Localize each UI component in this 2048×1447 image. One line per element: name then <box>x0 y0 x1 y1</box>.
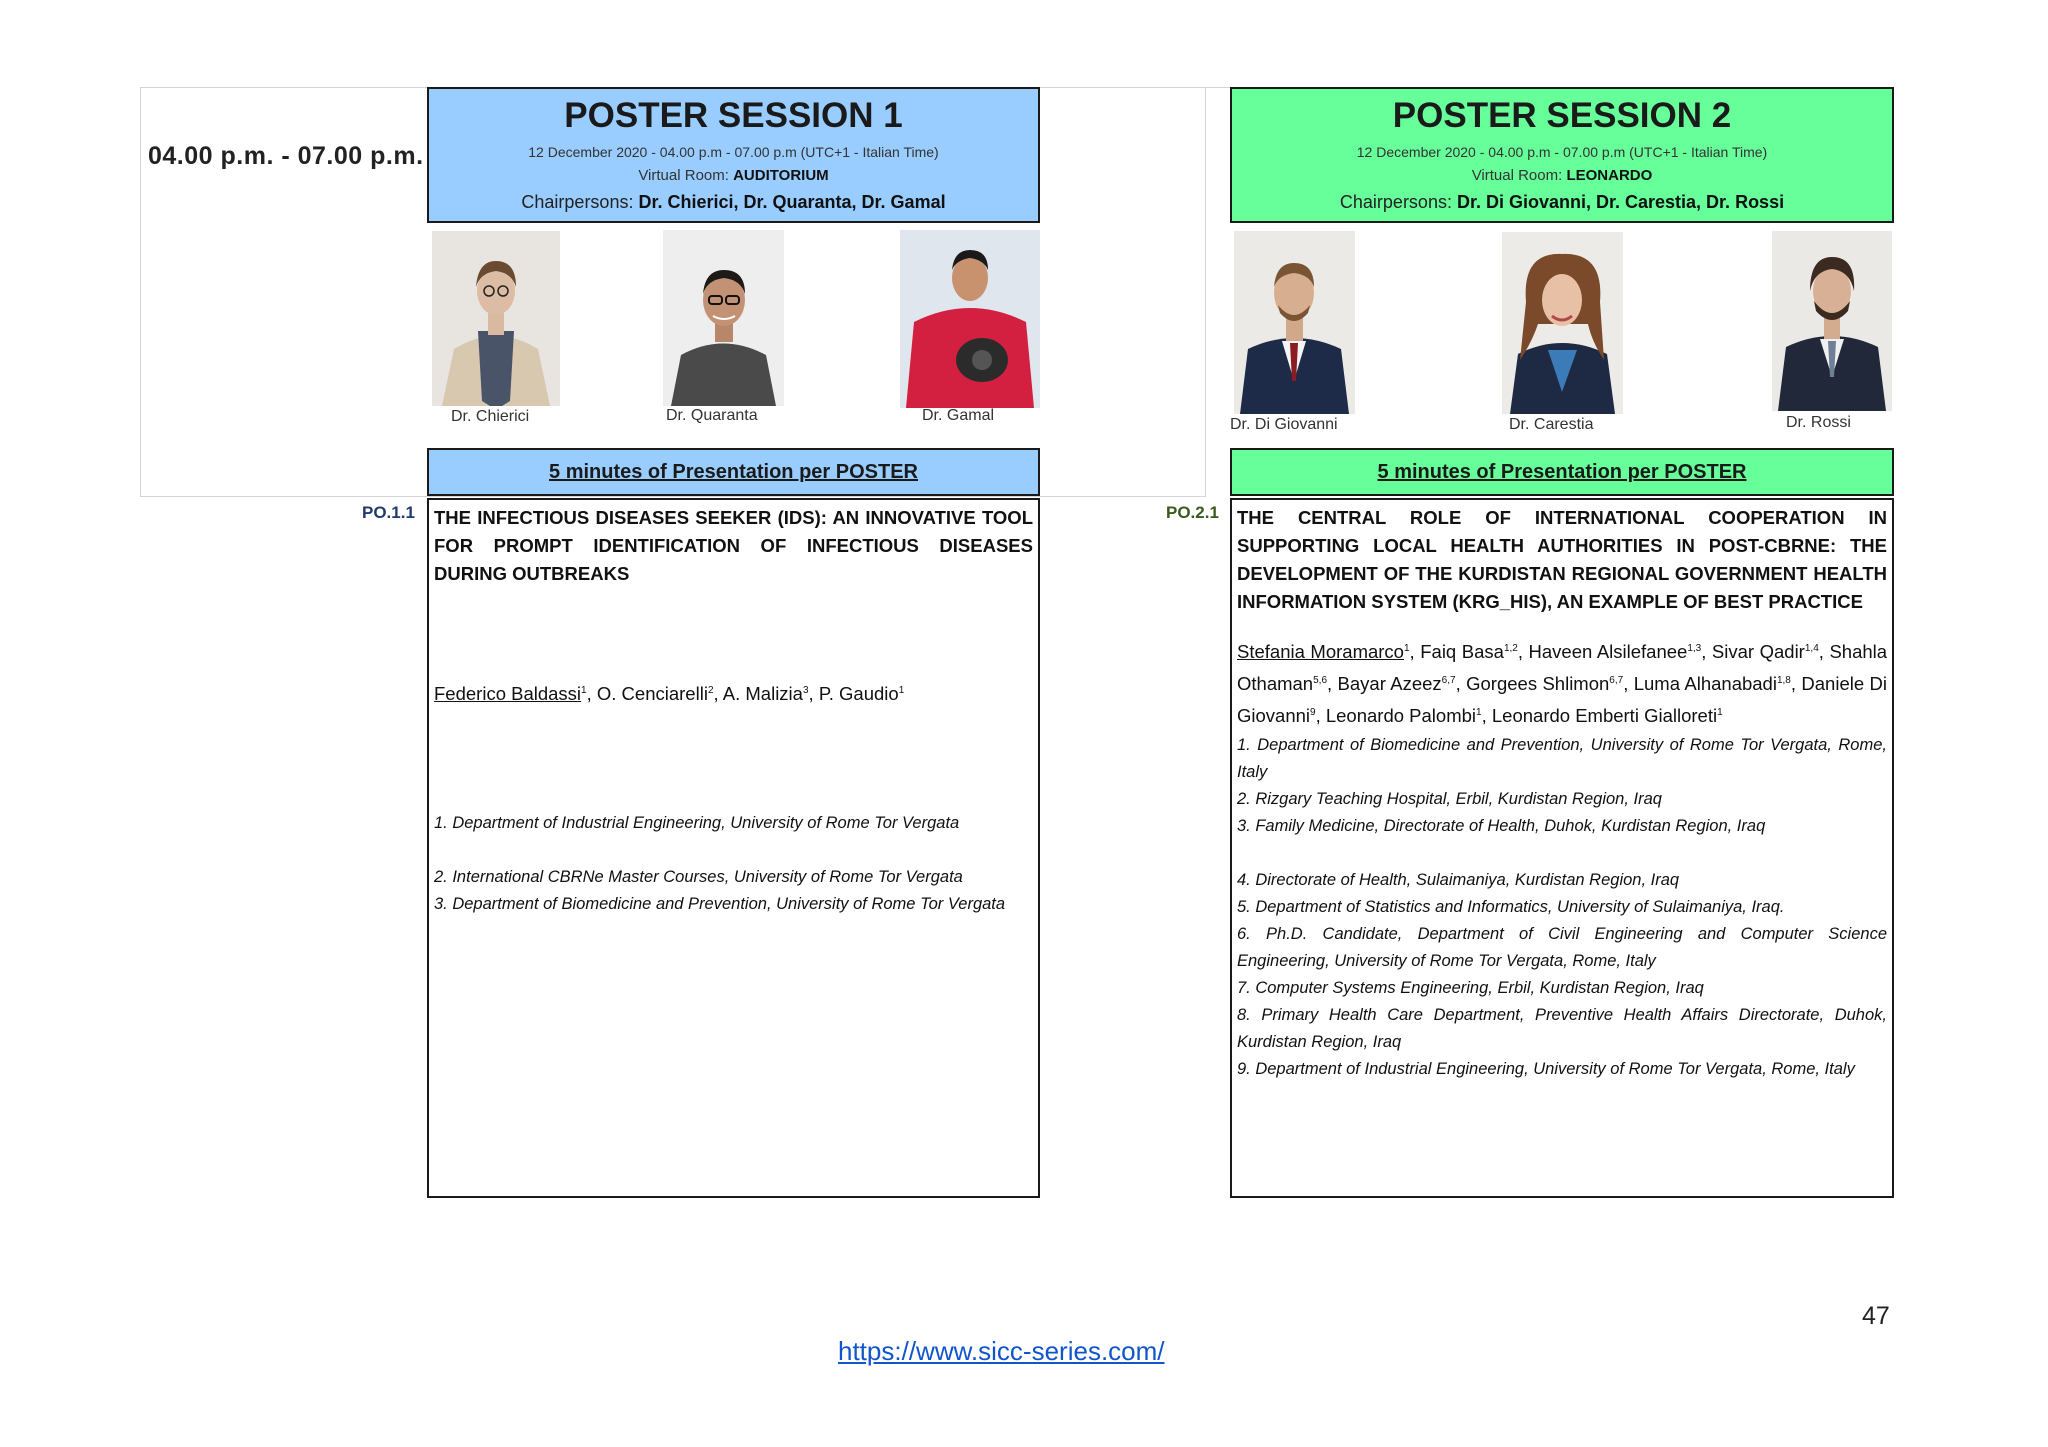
author-name: Shahla Othaman <box>1237 641 1888 694</box>
session-room <box>429 167 1038 185</box>
author-affiliation-marker: 1 <box>898 684 905 696</box>
portrait-rossi <box>1772 231 1892 411</box>
chairs-prefix: Chairpersons: <box>521 192 639 212</box>
chairs-prefix: Chairpersons: <box>1339 192 1457 212</box>
room-name: LEONARDO <box>1566 167 1653 184</box>
session-date: 12 December 2020 - 04.00 p.m - 07.00 p.m (UTC+1 - Italian Time) <box>1356 144 1768 160</box>
chairs-names: Dr. Di Giovanni, Dr. Carestia, Dr. Rossi <box>1456 192 1785 212</box>
author-name: Leonardo Palombi <box>1325 705 1477 726</box>
chairs-names: Dr. Chierici, Dr. Quaranta, Dr. Gamal <box>638 192 946 212</box>
time-slot-label: 04.00 p.m. - 07.00 p.m. <box>148 142 424 170</box>
portrait-caption: Dr. Quaranta <box>666 407 758 424</box>
author-affiliation-marker: 2 <box>707 684 714 696</box>
author-name: Haveen Alsilefanee <box>1528 641 1688 662</box>
poster-affiliations <box>1237 732 1887 1083</box>
author-affiliation-marker: 1 <box>581 684 587 696</box>
portrait-carestia <box>1502 232 1623 414</box>
poster-code: PO.1.1 <box>362 503 415 522</box>
affiliation-item: 1. Department of Biomedicine and Prevention, University of Rome Tor Vergata, Rome, Italy <box>1237 736 1887 781</box>
author-name: Gorgees Shlimon <box>1466 673 1610 694</box>
poster-1-abstract-box <box>427 498 1040 1198</box>
author-affiliation-marker: 1 <box>1403 642 1410 654</box>
author-name: Sivar Qadir <box>1711 641 1805 662</box>
presentation-time-note: 5 minutes of Presentation per POSTER <box>427 448 1040 496</box>
author-name: P. Gaudio <box>818 683 899 704</box>
author-name: Daniele Di Giovanni <box>1237 673 1887 726</box>
author-name: Leonardo Emberti Gialloreti <box>1491 705 1718 726</box>
portrait-caption: Dr. Rossi <box>1786 414 1851 431</box>
poster-title: THE CENTRAL ROLE OF INTERNATIONAL COOPERATION IN SUPPORTING LOCAL HEALTH AUTHORITIES IN POST-CBRNE: THE DEVELOPMENT OF THE KURDISTAN REGIONAL GOVERNMENT HEALTH INFORMATION SYSTEM (KRG_HIS), AN EXAMPLE OF BEST PRACTICE <box>1237 507 1887 612</box>
author-affiliation-marker: 6,7 <box>1609 674 1624 686</box>
portrait-chierici <box>432 231 560 406</box>
affiliation-item: 8. Primary Health Care Department, Preventive Health Affairs Directorate, Duhok, Kurdistan Region, Iraq <box>1237 1006 1887 1051</box>
session-date: 12 December 2020 - 04.00 p.m - 07.00 p.m (UTC+1 - Italian Time) <box>528 144 939 160</box>
session-title: POSTER SESSION 2 <box>1392 96 1732 135</box>
portrait-di-giovanni <box>1234 231 1355 414</box>
author-name: Bayar Azeez <box>1337 673 1442 694</box>
poster-affiliations <box>434 810 1033 918</box>
author-affiliation-marker: 1,3 <box>1687 642 1702 654</box>
author-name: Luma Alhanabadi <box>1633 673 1777 694</box>
presenting-author-name: Stefania Moramarco <box>1237 641 1404 662</box>
affiliation-item: 5. Department of Statistics and Informatics, University of Sulaimaniya, Iraq. <box>1237 898 1785 916</box>
author-affiliation-marker: 6,7 <box>1441 674 1456 686</box>
poster-2-abstract-box <box>1230 498 1894 1198</box>
portrait-caption: Dr. Carestia <box>1509 416 1594 433</box>
session-chairpersons <box>429 191 1038 213</box>
portrait-caption: Dr. Di Giovanni <box>1230 416 1338 433</box>
poster-code: PO.2.1 <box>1166 503 1219 522</box>
author-name: Faiq Basa <box>1420 641 1504 662</box>
poster-authors: Stefania Moramarco$^1$, Faiq Basa$^{1,2}$, Haveen Alsilefanee$^{1,3}$, Sivar Qadir$^{1,4}$, Shahla Othaman$^{5,6}$, Bayar Azeez$^{6,7}$, Gorgees Shlimon$^{6,7}$, Luma Alhanabadi$^{1,8}$, Daniele Di Giovanni$^9$, Leonardo Palombi$^1$, Leonardo Emberti Gialloreti$^1$ <box>1237 641 1888 726</box>
presentation-time-note: 5 minutes of Presentation per POSTER <box>1230 448 1894 496</box>
affiliation-item: 3. Department of Biomedicine and Prevention, University of Rome Tor Vergata <box>434 895 1006 913</box>
affiliation-item: 9. Department of Industrial Engineering, University of Rome Tor Vergata, Rome, Italy <box>1237 1060 1855 1078</box>
portrait-caption: Dr. Chierici <box>451 408 530 425</box>
affiliation-item: 7. Computer Systems Engineering, Erbil, Kurdistan Region, Iraq <box>1237 979 1704 997</box>
footer-website-link[interactable]: https://www.sicc-series.com/ <box>838 1336 1165 1366</box>
affiliation-item: 1. Department of Industrial Engineering, University of Rome Tor Vergata <box>434 814 960 832</box>
portrait-quaranta <box>663 230 784 406</box>
affiliation-item: 6. Ph.D. Candidate, Department of Civil Engineering and Computer Science Engineering, University of Rome Tor Vergata, Rome, Italy <box>1237 925 1887 970</box>
affiliation-item: 3. Family Medicine, Directorate of Health, Duhok, Kurdistan Region, Iraq <box>1237 817 1766 835</box>
room-prefix: Virtual Room: <box>1471 167 1567 184</box>
room-prefix: Virtual Room: <box>638 167 734 184</box>
poster-authors: Federico Baldassi$^1$, O. Cenciarelli$^2$, A. Malizia$^3$, P. Gaudio$^1$ <box>434 683 905 704</box>
affiliation-item: 4. Directorate of Health, Sulaimaniya, Kurdistan Region, Iraq <box>1237 871 1680 889</box>
poster-title: THE INFECTIOUS DISEASES SEEKER (IDS): AN INNOVATIVE TOOL FOR PROMPT IDENTIFICATION OF INFECTIOUS DISEASES DURING OUTBREAKS <box>434 507 1033 584</box>
portrait-caption: Dr. Gamal <box>922 407 995 424</box>
author-affiliation-marker: 1,8 <box>1776 674 1791 686</box>
poster-session-1-header <box>427 87 1040 223</box>
author-affiliation-marker: 1 <box>1717 706 1723 718</box>
author-affiliation-marker: 9 <box>1310 706 1316 718</box>
session-room <box>1232 167 1892 185</box>
author-affiliation-marker: 1,2 <box>1503 642 1518 654</box>
author-affiliation-marker: 5,6 <box>1313 674 1328 686</box>
author-affiliation-marker: 3 <box>802 684 809 696</box>
poster-session-2-header <box>1230 87 1894 223</box>
session-chairpersons <box>1232 191 1892 213</box>
presenting-author-name: Federico Baldassi <box>434 683 582 704</box>
session-title: POSTER SESSION 1 <box>564 96 903 135</box>
author-affiliation-marker: 1,4 <box>1804 642 1819 654</box>
room-name: AUDITORIUM <box>733 167 829 184</box>
author-affiliation-marker: 1 <box>1476 706 1482 718</box>
author-name: A. Malizia <box>722 683 803 704</box>
affiliation-item: 2. Rizgary Teaching Hospital, Erbil, Kurdistan Region, Iraq <box>1237 790 1662 808</box>
affiliation-item: 2. International CBRNe Master Courses, University of Rome Tor Vergata <box>434 868 963 886</box>
page-number: 47 <box>1862 1302 1890 1330</box>
portrait-gamal <box>900 230 1040 408</box>
author-name: O. Cenciarelli <box>596 683 708 704</box>
